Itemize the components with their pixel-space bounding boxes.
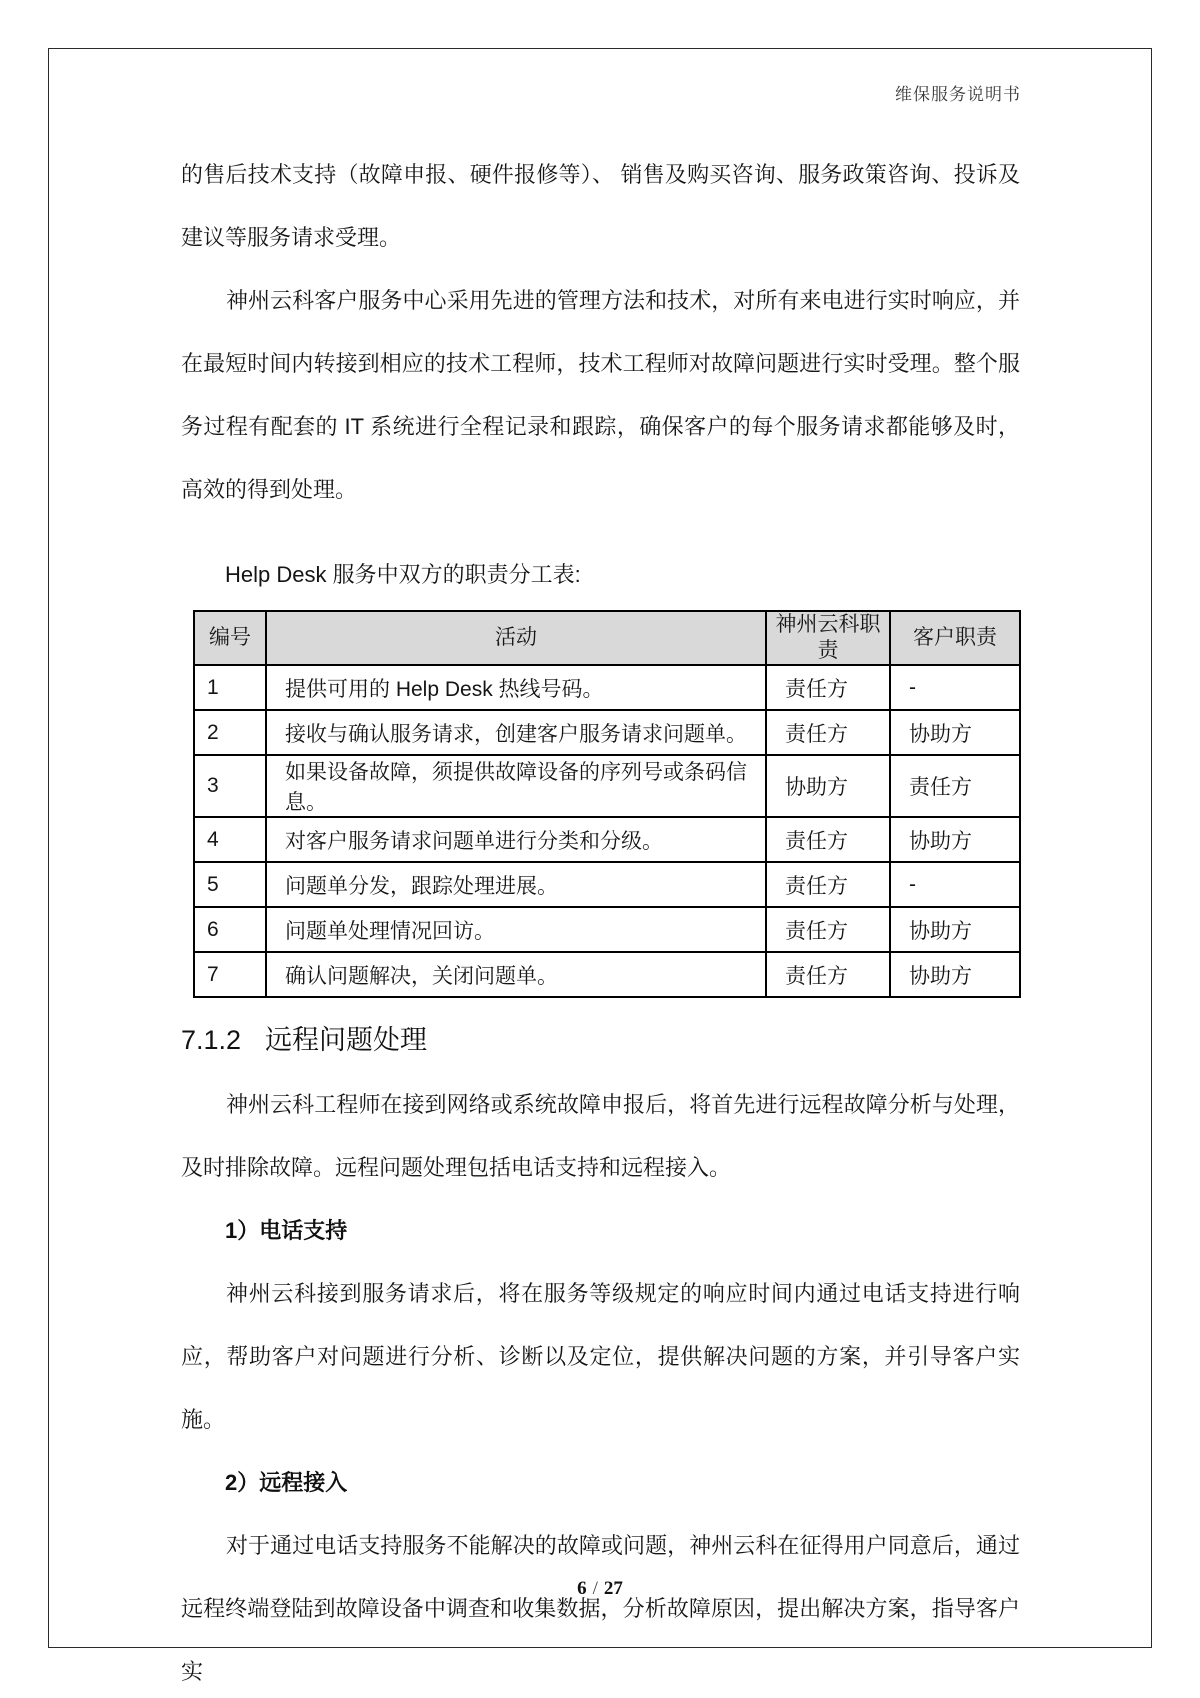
paragraph: 神州云科工程师在接到网络或系统故障申报后，将首先进行远程故障分析与处理，及时排除故障。远程问题处理包括电话支持和远程接入。 bbox=[181, 1092, 1020, 1180]
table-cell: 问题单分发，跟踪处理进展。 bbox=[266, 862, 766, 907]
table-row bbox=[194, 710, 1020, 755]
table-cell: 接收与确认服务请求，创建客户服务请求问题单。 bbox=[266, 710, 766, 755]
subheading-phone-support: 1）电话支持 bbox=[225, 1218, 348, 1243]
table-cell: 2 bbox=[194, 710, 266, 755]
table-cell: 协助方 bbox=[890, 817, 1020, 862]
table-row bbox=[194, 862, 1020, 907]
page-number-total: 27 bbox=[603, 1578, 623, 1599]
table-cell: 协助方 bbox=[890, 952, 1020, 997]
table-row bbox=[194, 817, 1020, 862]
table-row bbox=[194, 952, 1020, 997]
table-cell: 责任方 bbox=[766, 817, 890, 862]
table-cell: - bbox=[890, 665, 1020, 710]
table-cell: 3 bbox=[194, 755, 266, 817]
table-cell: 4 bbox=[194, 817, 266, 862]
table-header-row bbox=[194, 611, 1020, 665]
table-cell: 责任方 bbox=[766, 907, 890, 952]
table-cell: 5 bbox=[194, 862, 266, 907]
table-cell: 责任方 bbox=[766, 710, 890, 755]
paragraph: 神州云科客户服务中心采用先进的管理方法和技术，对所有来电进行实时响应，并在最短时间内转接到相应的技术工程师，技术工程师对故障问题进行实时受理。整个服务过程有配套的 IT 系统进行全程记录和跟踪，确保客户的每个服务请求都能够及时，高效的得到处理。 bbox=[181, 288, 1020, 502]
responsibilities-table bbox=[193, 610, 1021, 998]
document-header-title: 维保服务说明书 bbox=[895, 85, 1021, 104]
table-cell: 对客户服务请求问题单进行分类和分级。 bbox=[266, 817, 766, 862]
section-heading bbox=[181, 1023, 1020, 1057]
page-footer bbox=[0, 1578, 1200, 1600]
table-header-cell: 活动 bbox=[266, 611, 766, 665]
table-cell: 6 bbox=[194, 907, 266, 952]
table-header-cell: 客户职责 bbox=[890, 611, 1020, 665]
table-cell: - bbox=[890, 862, 1020, 907]
subheading-remote-access: 2）远程接入 bbox=[225, 1470, 348, 1495]
table-cell: 问题单处理情况回访。 bbox=[266, 907, 766, 952]
table-cell: 责任方 bbox=[766, 862, 890, 907]
section-title: 远程问题处理 bbox=[265, 1025, 427, 1055]
table-cell: 提供可用的 Help Desk 热线号码。 bbox=[266, 665, 766, 710]
page-number-separator: / bbox=[592, 1578, 598, 1599]
table-cell: 确认问题解决，关闭问题单。 bbox=[266, 952, 766, 997]
table-cell: 1 bbox=[194, 665, 266, 710]
table-cell: 协助方 bbox=[890, 710, 1020, 755]
page-number-current: 6 bbox=[577, 1578, 587, 1599]
table-cell: 协助方 bbox=[890, 907, 1020, 952]
table-cell: 如果设备故障，须提供故障设备的序列号或条码信息。 bbox=[266, 755, 766, 817]
paragraph: 对于通过电话支持服务不能解决的故障或问题，神州云科在征得用户同意后，通过远程终端登陆到故障设备中调查和收集数据，分析故障原因，提出解决方案，指导客户实 bbox=[181, 1533, 1020, 1684]
table-header-cell: 神州云科职责 bbox=[766, 611, 890, 665]
page-content bbox=[181, 0, 1020, 1698]
paragraph: 神州云科接到服务请求后，将在服务等级规定的响应时间内通过电话支持进行响应，帮助客户对问题进行分析、诊断以及定位，提供解决问题的方案，并引导客户实施。 bbox=[181, 1281, 1020, 1432]
table-row bbox=[194, 755, 1020, 817]
table-cell: 责任方 bbox=[890, 755, 1020, 817]
table-cell: 责任方 bbox=[766, 952, 890, 997]
table-cell: 7 bbox=[194, 952, 266, 997]
table-row bbox=[194, 907, 1020, 952]
table-cell: 责任方 bbox=[766, 665, 890, 710]
table-cell: 协助方 bbox=[766, 755, 890, 817]
table-caption: Help Desk 服务中双方的职责分工表: bbox=[225, 562, 581, 587]
table-header-cell: 编号 bbox=[194, 611, 266, 665]
table-row bbox=[194, 665, 1020, 710]
paragraph: 的售后技术支持（故障申报、硬件报修等）、 销售及购买咨询、服务政策咨询、投诉及建议等服务请求受理。 bbox=[181, 162, 1020, 250]
section-number: 7.1.2 bbox=[181, 1025, 242, 1055]
